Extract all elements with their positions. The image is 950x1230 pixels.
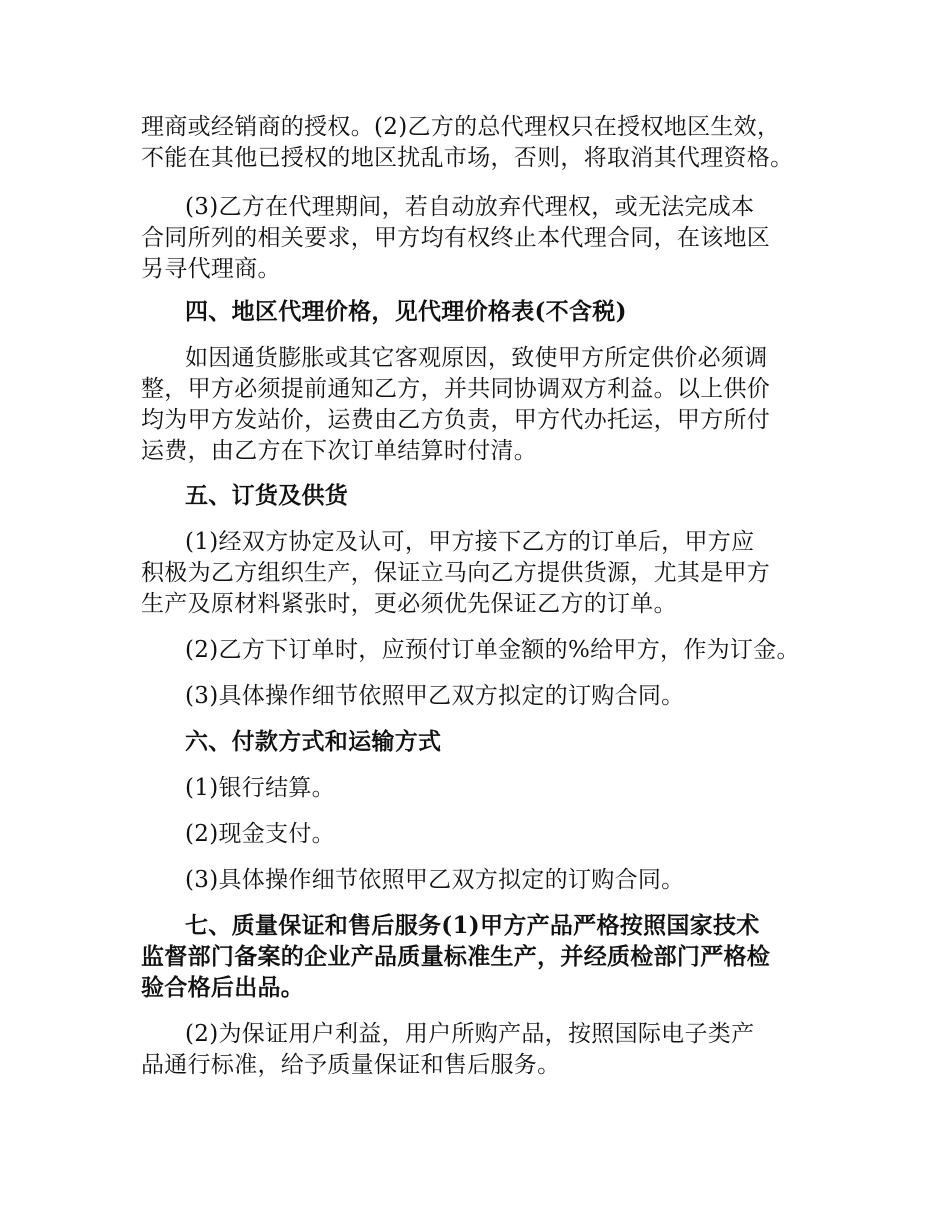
paragraph-line: 品通行标准，给予质量保证和售后服务。 [141, 1052, 561, 1078]
paragraph-line: 积极为乙方组织生产，保证立马向乙方提供货源，尤其是甲方 [141, 560, 771, 586]
section-heading-6: 六、付款方式和运输方式 [185, 728, 442, 755]
paragraph-line: 监督部门备案的企业产品质量标准生产，并经质检部门严格检 [141, 943, 771, 970]
paragraph-line: 运费，由乙方在下次订单结算时付清。 [141, 438, 538, 464]
section-heading-4: 四、地区代理价格，见代理价格表(不含税) [185, 298, 627, 325]
paragraph-line: (2)乙方下订单时，应预付订单金额的%给甲方，作为订金。 [185, 637, 800, 663]
paragraph-line: 生产及原材料紧张时，更必须优先保证乙方的订单。 [141, 591, 677, 617]
paragraph-line: 理商或经销商的授权。(2)乙方的总代理权只在授权地区生效， [141, 114, 781, 140]
paragraph-line: 均为甲方发站价，运费由乙方负责，甲方代办托运，甲方所付 [141, 407, 771, 433]
section-heading-5: 五、订货及供货 [185, 482, 349, 509]
paragraph-line: (1)经双方协定及认可，甲方接下乙方的订单后，甲方应 [185, 529, 755, 555]
paragraph-line: 不能在其他已授权的地区扰乱市场，否则，将取消其代理资格。 [141, 145, 794, 171]
paragraph-line: (3)具体操作细节依照甲乙双方拟定的订购合同。 [185, 867, 685, 893]
paragraph-line: (2)为保证用户利益，用户所购产品，按照国际电子类产 [185, 1021, 755, 1047]
paragraph-line: 整，甲方必须提前通知乙方，并共同协调双方利益。以上供价 [141, 376, 771, 402]
paragraph-line: (2)现金支付。 [185, 821, 335, 847]
paragraph-line: 另寻代理商。 [141, 256, 281, 282]
paragraph-line: 如因通货膨胀或其它客观原因，致使甲方所定供价必须调 [185, 345, 768, 371]
paragraph-line: (1)银行结算。 [185, 775, 335, 801]
paragraph-line: 合同所列的相关要求，甲方均有权终止本代理合同，在该地区 [141, 225, 771, 251]
section-heading-7: 七、质量保证和售后服务(1)甲方产品严格按照国家技术 [185, 912, 760, 939]
paragraph-line: (3)乙方在代理期间，若自动放弃代理权，或无法完成本 [185, 194, 755, 220]
paragraph-line: 验合格后出品。 [141, 974, 305, 1001]
paragraph-line: (3)具体操作细节依照甲乙双方拟定的订购合同。 [185, 683, 685, 709]
